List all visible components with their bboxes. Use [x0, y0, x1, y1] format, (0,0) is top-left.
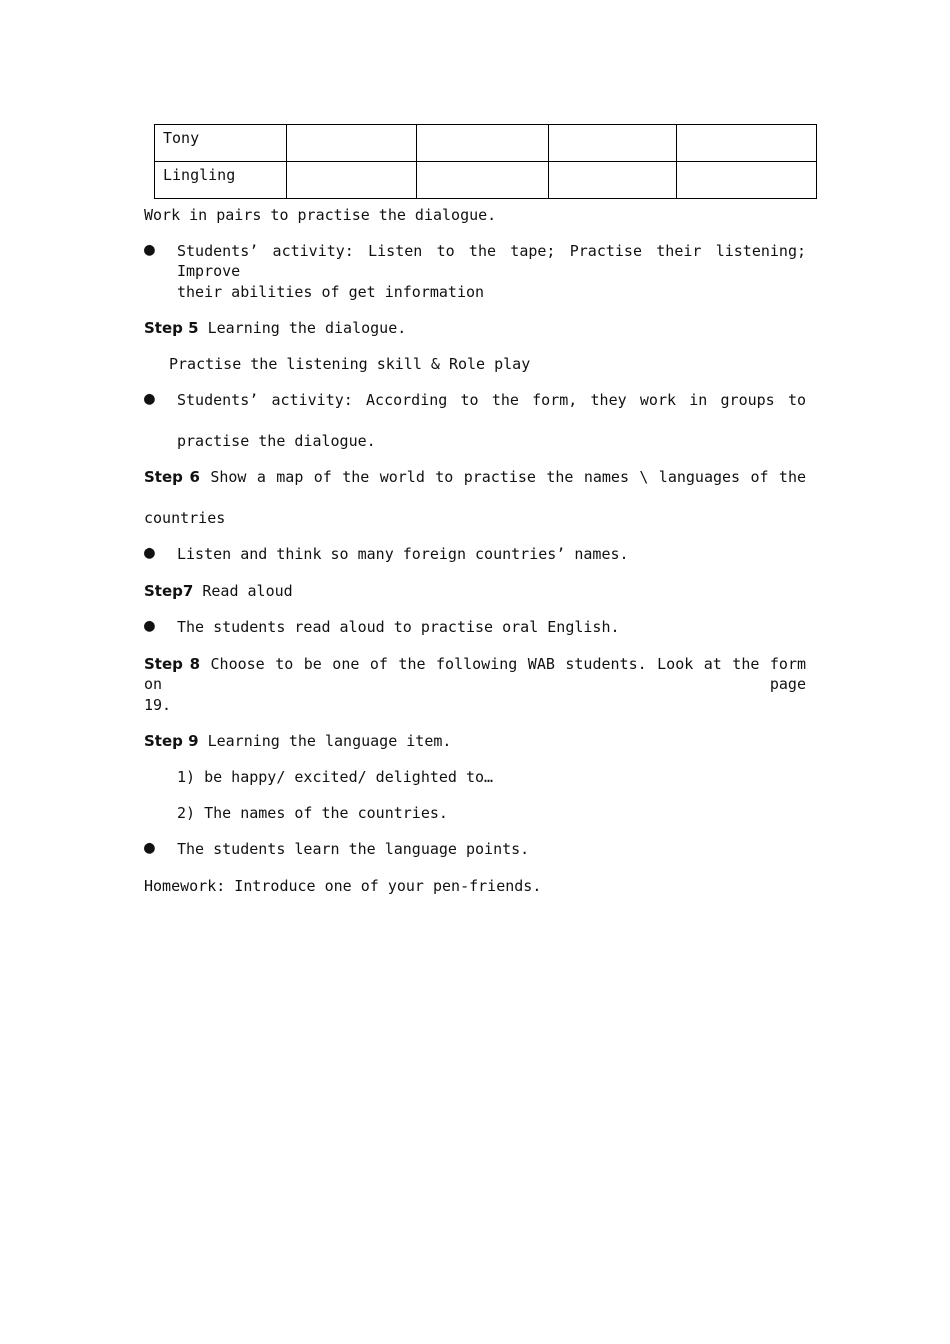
- step8-continuation: 19.: [144, 696, 172, 714]
- table-cell: [677, 162, 817, 199]
- step6-line: [144, 467, 806, 487]
- bullet-language-points-text: The students learn the language points.: [177, 840, 530, 858]
- bullet-activity-line2: their abilities of get information: [177, 283, 485, 301]
- table-cell: [677, 125, 817, 162]
- bullet-icon: ●: [144, 837, 155, 858]
- table-cell-name: Tony: [155, 125, 287, 162]
- step9-text: Learning the language item.: [207, 732, 452, 750]
- step6-continuation: countries: [144, 509, 226, 527]
- bullet-students-line2: practise the dialogue.: [177, 432, 376, 450]
- list-item: 2) The names of the countries.: [177, 804, 448, 822]
- bullet-icon: ●: [144, 388, 155, 409]
- homework-text: Homework: Introduce one of your pen-friends.: [144, 877, 542, 895]
- step6-text: Show a map of the world to practise the names \ languages of the: [210, 468, 807, 486]
- step9-label: Step 9: [144, 732, 199, 750]
- table-cell: [417, 125, 549, 162]
- table-row: [155, 162, 817, 199]
- bullet-icon: ●: [144, 542, 155, 563]
- list-item: 1) be happy/ excited/ delighted to…: [177, 768, 494, 786]
- bullet-icon: ●: [144, 239, 155, 260]
- table-cell: [417, 162, 549, 199]
- bullet-activity-line1: Students’ activity: Listen to the tape; Practise their listening; Improve: [177, 242, 806, 280]
- step8-line: [144, 654, 806, 694]
- step9-line: [144, 731, 451, 751]
- table-cell: [287, 162, 417, 199]
- bullet-students-line1: Students’ activity: According to the form, they work in groups to: [177, 391, 806, 409]
- step5-text: Learning the dialogue.: [207, 319, 407, 337]
- work-pairs-text: Work in pairs to practise the dialogue.: [144, 206, 497, 224]
- bullet-listen-text: Listen and think so many foreign countries’ names.: [177, 545, 629, 563]
- step5-label: Step 5: [144, 319, 199, 337]
- bullet-read-aloud-text: The students read aloud to practise oral English.: [177, 618, 620, 636]
- table-cell: [287, 125, 417, 162]
- step8-label: Step 8: [144, 655, 201, 673]
- step7-line: [144, 581, 293, 601]
- step5-line: [144, 318, 406, 338]
- step7-text: Read aloud: [202, 582, 293, 600]
- practise-skill-text: Practise the listening skill & Role play: [169, 355, 531, 373]
- bullet-icon: ●: [144, 615, 155, 636]
- step7-label: Step7: [144, 582, 194, 600]
- table-cell-name: Lingling: [155, 162, 287, 199]
- student-table: [154, 124, 817, 199]
- step8-text: Choose to be one of the following WAB students. Look at the form on page: [144, 655, 807, 693]
- table-row: [155, 125, 817, 162]
- table-cell: [549, 162, 677, 199]
- step6-label: Step 6: [144, 468, 200, 486]
- table-cell: [549, 125, 677, 162]
